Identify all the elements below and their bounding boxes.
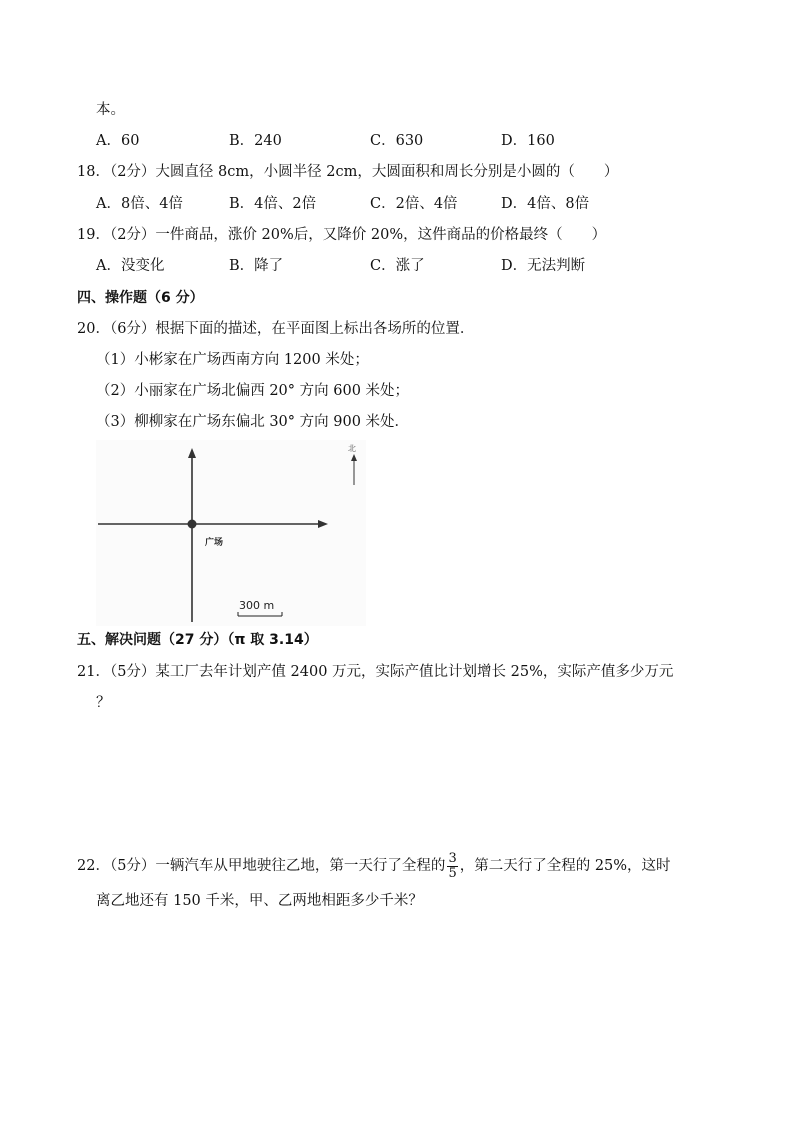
q20-item-2: （2）小丽家在广场北偏西 20° 方向 600 米处；	[96, 383, 410, 399]
q19-option-b[interactable]: B．降了	[229, 258, 284, 274]
q22-stem-after: ，第二天行了全程的 25%，这时	[459, 858, 671, 874]
q21-answer-area[interactable]	[77, 720, 717, 840]
q22-fraction-numerator: 3	[448, 850, 457, 866]
q22-fraction-denominator: 5	[448, 865, 457, 881]
map-background	[96, 440, 366, 626]
q21-stem: 21．（5分）某工厂去年计划产值 2400 万元，实际产值比计划增长 25%，实际产值多少万元	[77, 664, 674, 680]
q17-continuation: 本。	[96, 102, 125, 118]
q22-continuation: 离乙地还有 150 千米，甲、乙两地相距多少千米？	[96, 893, 423, 909]
q17-option-c[interactable]: C．630	[370, 133, 424, 149]
q19-stem: 19．（2分）一件商品，涨价 20%后，又降价 20%，这件商品的价格最终（ ）	[77, 227, 607, 243]
q22-answer-area[interactable]	[77, 920, 717, 1070]
q20-item-1: （1）小彬家在广场西南方向 1200 米处；	[96, 352, 369, 368]
scale-label: 300 m	[239, 599, 275, 612]
q18-option-a[interactable]: A．8倍、4倍	[96, 196, 183, 212]
section-5-title: 五、解决问题（27 分）（π 取 3.14）	[77, 632, 318, 648]
q19-option-c[interactable]: C．涨了	[370, 258, 425, 274]
q18-option-b[interactable]: B．4倍、2倍	[229, 196, 317, 212]
q17-option-a[interactable]: A．60	[96, 133, 140, 149]
q20-stem: 20．（6分）根据下面的描述，在平面图上标出各场所的位置．	[77, 321, 475, 337]
q22-stem-before: 22．（5分）一辆汽车从甲地驶往乙地，第一天行了全程的	[77, 858, 446, 874]
q19-option-a[interactable]: A．没变化	[96, 258, 165, 274]
q18-stem: 18．（2分）大圆直径 8cm，小圆半径 2cm，大圆面积和周长分别是小圆的（ ）	[77, 164, 619, 180]
square-label: 广场	[205, 538, 224, 548]
section-4-title: 四、操作题（6 分）	[77, 290, 204, 306]
q20-map-figure[interactable]	[96, 440, 366, 626]
north-label: 北	[348, 444, 356, 453]
q22-fraction	[447, 852, 457, 881]
q18-option-d[interactable]: D．4倍、8倍	[501, 196, 590, 212]
q22-stem	[77, 851, 671, 881]
q17-option-b[interactable]: B．240	[229, 133, 282, 149]
q17-option-d[interactable]: D．160	[501, 133, 555, 149]
q18-option-c[interactable]: C．2倍、4倍	[370, 196, 458, 212]
q21-continuation: ？	[96, 695, 111, 711]
q19-option-d[interactable]: D．无法判断	[501, 258, 586, 274]
square-center-point[interactable]	[188, 520, 197, 529]
q20-item-3: （3）柳柳家在广场东偏北 30° 方向 900 米处．	[96, 414, 410, 430]
